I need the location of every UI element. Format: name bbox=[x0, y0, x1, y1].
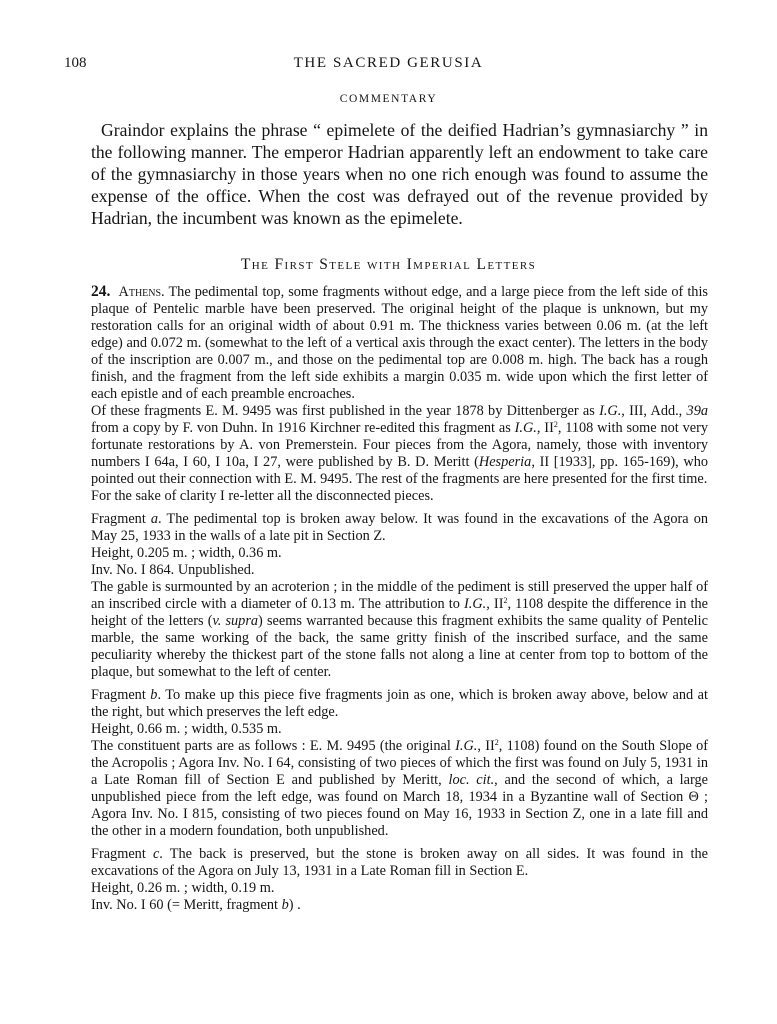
text-run: , and the second of which, a large unpublished piece from the left edge, was found on March 18, 1934 in a Byzantine wall of Section Θ ; Agora Inv. No. I 815, consisting of two pieces found on May 16, 1933 in Section Z, one in a late fill and the other in a modern foundation, both unpublished. bbox=[91, 772, 708, 839]
text-run: The gable is surmounted by an acroterion ; in the middle of the pediment is still preserved the upper half of an inscribed circle with a diameter of 0.13 m. The attribution to bbox=[91, 579, 708, 612]
text-run: Fragment bbox=[91, 687, 151, 703]
entry-number: 24. bbox=[91, 283, 111, 300]
fragment-c-dimensions: Height, 0.26 m. ; width, 0.19 m. bbox=[91, 880, 275, 896]
publication-history-paragraph bbox=[91, 403, 708, 488]
text-run: ) . bbox=[288, 897, 301, 913]
stele-heading: The First Stele with Imperial Letters bbox=[240, 256, 537, 273]
superscript: 2 bbox=[494, 738, 499, 747]
fragment-a-paragraph bbox=[91, 511, 708, 545]
citation-italic: 39a bbox=[686, 403, 708, 419]
text-run: , 1108) found on the South Slope of the Acropolis ; Agora Inv. No. I 64, consisting of two pieces of which the first was found on July 5, 1931 in a Late Roman fill of Section Ε and published by Meritt, bbox=[91, 738, 708, 788]
fragment-letter: a bbox=[150, 511, 159, 527]
running-title: THE SACRED GERUSIA bbox=[293, 55, 484, 71]
fragment-b-paragraph bbox=[91, 687, 708, 721]
text-run: . The back is preserved, but the stone is broken away on all sides. It was found in the excavations of the Agora on July 13, 1931 in a Late Roman fill in Section Ε. bbox=[91, 846, 708, 879]
text-run: , II bbox=[536, 420, 554, 436]
text-run: , II [1933], pp. 165-169), who pointed out their connection with E. M. 9495. The rest of the fragments are here presented for the first time. bbox=[91, 454, 708, 487]
text-run: Of these fragments E. M. 9495 was first published in the year 1878 by Dittenberger as bbox=[91, 403, 600, 419]
text-run: , II bbox=[477, 738, 495, 754]
citation-italic: I.G. bbox=[599, 403, 622, 419]
section-label: COMMENTARY bbox=[339, 93, 438, 105]
text-run: from a copy by F. von Duhn. In 1916 Kirchner re-edited this fragment as bbox=[91, 420, 515, 436]
fragment-c-paragraph bbox=[91, 846, 708, 880]
entry-intro-paragraph bbox=[91, 283, 708, 403]
text-run: Fragment bbox=[91, 846, 153, 862]
page-number: 108 bbox=[64, 55, 87, 71]
fragment-b-dimensions: Height, 0.66 m. ; width, 0.535 m. bbox=[91, 721, 282, 737]
fragment-letter: c bbox=[152, 846, 160, 862]
text-run: Fragment bbox=[91, 511, 151, 527]
text-run: . The pedimental top is broken away below. It was found in the excavations of the Agora on May 25, 1933 in the walls of a late pit in Section Z. bbox=[91, 511, 708, 544]
constituent-parts-paragraph bbox=[91, 738, 708, 840]
text-run: ) seems warranted because this fragment exhibits the same quality of Pentelic marble, the same working of the back, the same gritty finish of the inscribed surface, and the same peculiarity whereby the thickest part of the stone falls not along a line at center from top to bottom of the plaque, but somewhat to the left of center. bbox=[91, 613, 708, 680]
fragment-c-inventory bbox=[91, 897, 708, 914]
entry-body bbox=[91, 283, 708, 914]
fragment-a-dimensions: Height, 0.205 m. ; width, 0.36 m. bbox=[91, 545, 282, 561]
citation-italic: Hesperia bbox=[478, 454, 532, 470]
citation-italic: I.G. bbox=[464, 596, 487, 612]
fragment-letter: b bbox=[150, 687, 158, 703]
text-run: , 1108 with some not very fortunate restorations by A. von Premerstein. Four pieces from the Agora, namely, those with inventory numbers I 64a, I 60, I 10a, I 27, were published by B. D. Meritt ( bbox=[91, 420, 709, 470]
commentary-text: Graindor explains the phrase “ epimelete of the deified Hadrian’s gymnasiarchy ” in the following manner. The emperor Hadrian apparently left an endowment to take care of the gymnasiarchy in those years when no one rich enough was found to assume the expense of the office. When the cost was defrayed out of the revenue provided by Hadrian, the incumbent was known as the epimelete. bbox=[91, 120, 708, 228]
clarity-note: For the sake of clarity I re-letter all the disconnected pieces. bbox=[91, 488, 434, 504]
superscript: 2 bbox=[503, 596, 508, 605]
text-run: , II bbox=[486, 596, 504, 612]
text-run: Inv. No. I 60 (= Meritt, fragment bbox=[91, 897, 282, 913]
citation-italic: I.G. bbox=[514, 420, 537, 436]
citation-italic: loc. cit. bbox=[448, 772, 495, 788]
text-run: . To make up this piece five fragments join as one, which is broken away above, below and at the right, but which preserves the left edge. bbox=[91, 687, 708, 720]
text-run: The constituent parts are as follows : E. M. 9495 (the original bbox=[91, 738, 456, 754]
entry-description: The pedimental top, some fragments without edge, and a large piece from the left side of this plaque of Pentelic marble have been preserved. The original height of the plaque is unknown, but my restoration calls for an original width of about 0.91 m. The thickness varies between 0.06 m. (at the left edge) and 0.072 m. (somewhat to the left of a vertical axis through the exact center). The letters in the body of the inscription are 0.007 m., and those on the pedimental top are 0.008 m. high. The back has a rough finish, and the fragment from the left side exhibits a margin 0.035 m. wide upon which the first letter of each epistle and of each preamble encroaches. bbox=[91, 284, 708, 402]
fragment-a-inventory: Inv. No. I 864. Unpublished. bbox=[91, 562, 255, 578]
text-run: , III, Add., bbox=[621, 403, 687, 419]
entry-place: Athens. bbox=[118, 284, 165, 300]
superscript: 2 bbox=[553, 420, 558, 429]
gable-paragraph bbox=[91, 579, 708, 681]
citation-italic: v. supra bbox=[212, 613, 259, 629]
citation-italic: I.G. bbox=[455, 738, 478, 754]
fragment-letter: b bbox=[281, 897, 289, 913]
text-run: , 1108 despite the difference in the height of the letters ( bbox=[91, 596, 708, 629]
commentary-paragraph bbox=[91, 119, 708, 229]
